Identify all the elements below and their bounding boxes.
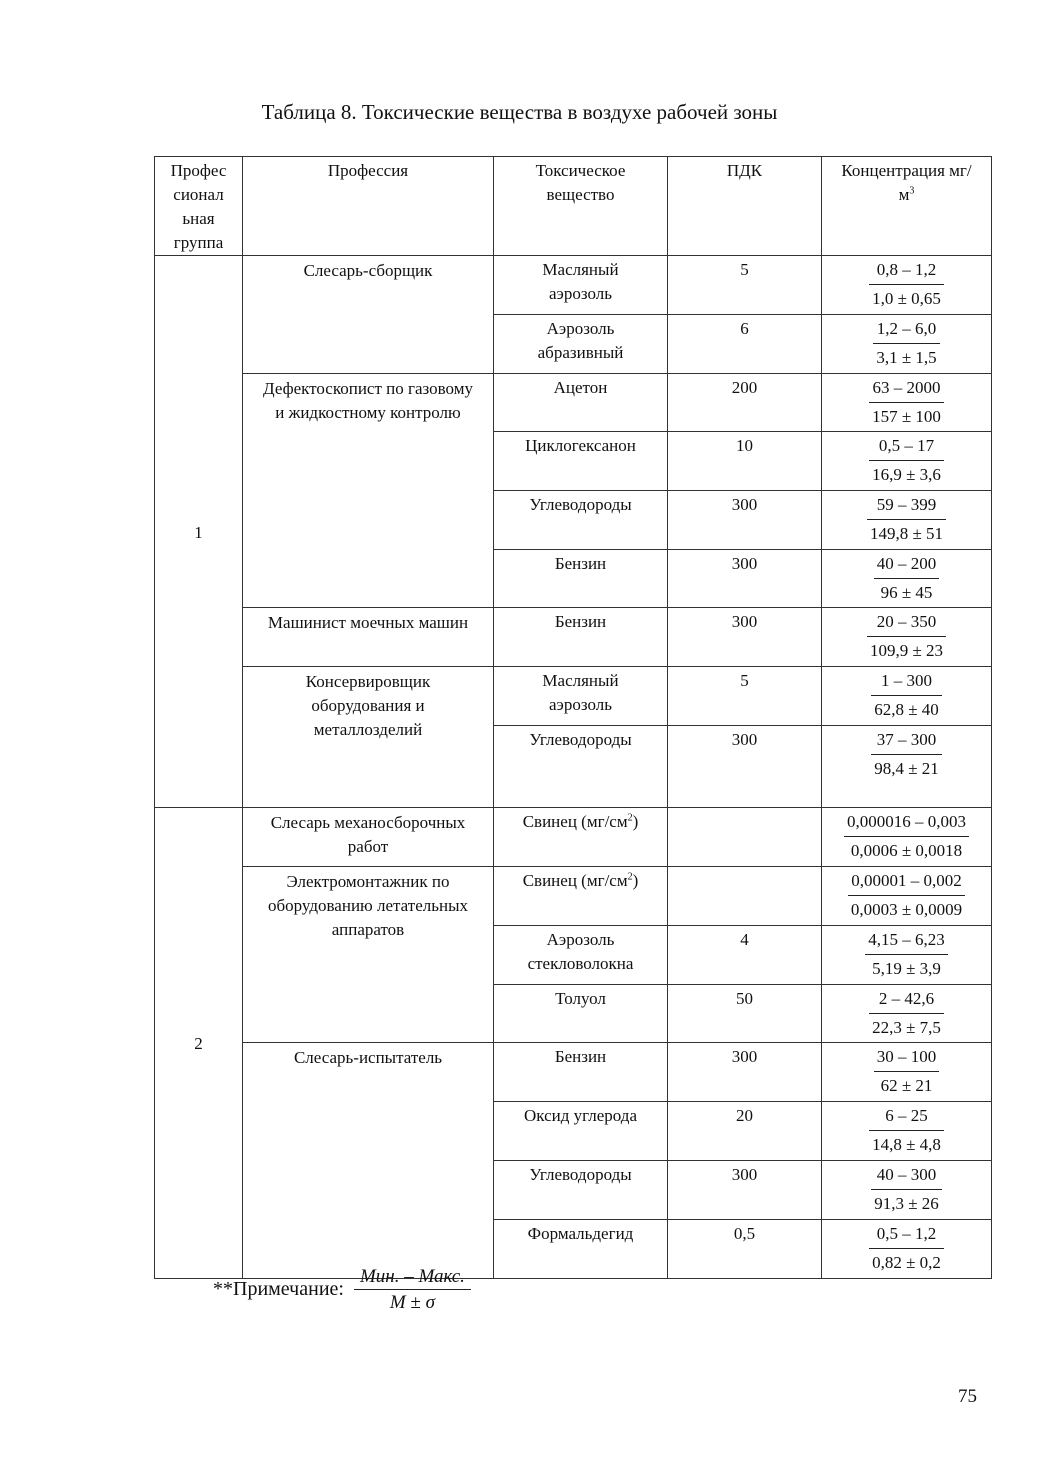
header-concentration (822, 157, 992, 256)
table-title: Таблица 8. Токсические вещества в воздухе рабочей зоны (261, 100, 778, 124)
concentration-cell (822, 1161, 992, 1220)
substance-text: Углеводороды (529, 730, 632, 749)
concentration-range: 40 – 200 (874, 550, 940, 579)
concentration-range: 63 – 2000 (869, 374, 944, 403)
concentration-range: 0,00001 – 0,002 (848, 867, 965, 896)
concentration-range: 0,000016 – 0,003 (844, 808, 969, 837)
concentration-range: 0,5 – 17 (869, 432, 944, 461)
pdk-cell: 200 (668, 374, 822, 432)
pdk-cell: 20 (668, 1102, 822, 1161)
concentration-mean: 62,8 ± 40 (874, 700, 939, 719)
substance-text: Бензин (554, 1047, 607, 1066)
note (213, 1264, 471, 1315)
substance-cell (494, 867, 668, 926)
concentration-mean: 0,0003 ± 0,0009 (850, 900, 963, 919)
concentration-fraction (848, 867, 965, 924)
pdk-cell: 50 (668, 985, 822, 1043)
pdk-cell: 10 (668, 432, 822, 491)
concentration-mean: 1,0 ± 0,65 (872, 289, 941, 308)
profession-cell: Слесарь-сборщик (243, 256, 494, 374)
substance-text: Аэрозоль абразивный (537, 319, 624, 362)
concentration-mean: 62 ± 21 (880, 1076, 933, 1095)
page-number: 75 (958, 1386, 977, 1407)
concentration-mean: 149,8 ± 51 (869, 524, 944, 543)
concentration-cell (822, 1220, 992, 1279)
profession-cell: Дефектоскопист по газовому и жидкостному контролю (243, 374, 494, 608)
pdk-cell: 300 (668, 726, 822, 808)
concentration-cell (822, 1102, 992, 1161)
substance-unit-sup: 2 (627, 812, 633, 824)
concentration-range: 4,15 – 6,23 (865, 926, 948, 955)
concentration-cell (822, 1043, 992, 1102)
substance-cell (494, 926, 668, 985)
concentration-cell (822, 608, 992, 667)
header-concentration-text: Концентрация мг/м (841, 161, 972, 204)
concentration-fraction (871, 1161, 942, 1218)
concentration-cell (822, 726, 992, 808)
concentration-range: 1,2 – 6,0 (873, 315, 939, 344)
substance-cell (494, 256, 668, 315)
substance-unit-tail: ) (632, 812, 639, 831)
pdk-cell: 5 (668, 667, 822, 726)
pdk-cell: 5 (668, 256, 822, 315)
substance-text: Масляный аэрозоль (542, 671, 619, 714)
substance-text: Масляный аэрозоль (542, 260, 619, 303)
concentration-fraction (867, 608, 946, 665)
concentration-mean: 0,0006 ± 0,0018 (850, 841, 963, 860)
concentration-mean: 5,19 ± 3,9 (872, 959, 941, 978)
group-number-cell: 2 (155, 808, 243, 1279)
concentration-fraction (869, 432, 944, 489)
concentration-cell (822, 491, 992, 550)
substance-text: Углеводороды (529, 495, 632, 514)
header-concentration-sup: 3 (909, 185, 915, 197)
concentration-mean: 91,3 ± 26 (874, 1194, 939, 1213)
substance-text: Циклогексанон (525, 436, 636, 455)
note-denominator: M ± σ (389, 1292, 435, 1313)
pdk-cell (668, 867, 822, 926)
concentration-mean: 96 ± 45 (880, 583, 933, 602)
concentration-cell (822, 256, 992, 315)
toxic-substances-table (154, 156, 992, 1279)
header-substance (494, 157, 668, 256)
header-group (155, 157, 243, 256)
pdk-cell (668, 808, 822, 867)
group-number-cell: 1 (155, 256, 243, 808)
concentration-cell (822, 808, 992, 867)
pdk-cell: 300 (668, 491, 822, 550)
table-row (155, 867, 992, 926)
concentration-fraction (869, 985, 944, 1042)
pdk-cell: 300 (668, 608, 822, 667)
substance-cell (494, 1043, 668, 1102)
substance-cell (494, 432, 668, 491)
concentration-range: 2 – 42,6 (869, 985, 944, 1014)
pdk-cell: 300 (668, 1043, 822, 1102)
pdk-cell: 300 (668, 1161, 822, 1220)
substance-cell (494, 1220, 668, 1279)
concentration-cell (822, 432, 992, 491)
concentration-fraction (874, 1043, 940, 1100)
substance-text: Аэрозоль стекловолокна (527, 930, 634, 973)
table-row (155, 608, 992, 667)
substance-text: Формальдегид (527, 1224, 634, 1243)
concentration-mean: 98,4 ± 21 (874, 759, 939, 778)
substance-cell (494, 985, 668, 1043)
substance-text: Свинец (мг/см (522, 812, 628, 831)
substance-text: Свинец (мг/см (522, 871, 628, 890)
substance-cell (494, 491, 668, 550)
substance-cell (494, 1161, 668, 1220)
table-row (155, 1043, 992, 1102)
substance-unit-tail: ) (632, 871, 639, 890)
profession-cell: Электромонтажник по оборудованию летательных аппаратов (243, 867, 494, 1043)
concentration-range: 59 – 399 (867, 491, 946, 520)
concentration-range: 0,8 – 1,2 (869, 256, 944, 285)
substance-cell (494, 550, 668, 608)
substance-cell (494, 667, 668, 726)
pdk-cell: 6 (668, 315, 822, 374)
note-label: **Примечание: (213, 1278, 344, 1300)
concentration-range: 1 – 300 (871, 667, 942, 696)
concentration-mean: 14,8 ± 4,8 (872, 1135, 941, 1154)
substance-cell (494, 1102, 668, 1161)
substance-cell (494, 315, 668, 374)
substance-text: Бензин (554, 612, 607, 631)
concentration-range: 6 – 25 (869, 1102, 944, 1131)
concentration-cell (822, 374, 992, 432)
concentration-mean: 22,3 ± 7,5 (872, 1018, 941, 1037)
concentration-fraction (874, 550, 940, 607)
table-row (155, 808, 992, 867)
concentration-fraction (869, 1220, 944, 1277)
concentration-range: 0,5 – 1,2 (869, 1220, 944, 1249)
header-substance-text: Токсическое вещество (535, 161, 626, 204)
concentration-range: 40 – 300 (871, 1161, 942, 1190)
concentration-cell (822, 315, 992, 374)
substance-cell (494, 608, 668, 667)
concentration-fraction (869, 374, 944, 431)
concentration-fraction (873, 315, 939, 372)
substance-text: Углеводороды (529, 1165, 632, 1184)
note-numerator: Мин. – Макс. (354, 1264, 471, 1290)
table-row (155, 374, 992, 432)
concentration-range: 20 – 350 (867, 608, 946, 637)
pdk-cell: 0,5 (668, 1220, 822, 1279)
substance-unit-sup: 2 (627, 871, 633, 883)
substance-text: Толуол (555, 989, 606, 1008)
note-formula (354, 1264, 471, 1315)
concentration-cell (822, 985, 992, 1043)
concentration-cell (822, 550, 992, 608)
header-pdk: ПДК (668, 157, 822, 256)
concentration-mean: 16,9 ± 3,6 (872, 465, 941, 484)
profession-cell: Машинист моечных машин (243, 608, 494, 667)
concentration-fraction (869, 1102, 944, 1159)
substance-cell (494, 726, 668, 808)
concentration-fraction (871, 667, 942, 724)
pdk-cell: 300 (668, 550, 822, 608)
table-body (155, 256, 992, 1279)
concentration-cell (822, 926, 992, 985)
concentration-range: 30 – 100 (874, 1043, 940, 1072)
substance-text: Оксид углерода (524, 1106, 637, 1125)
concentration-fraction (867, 491, 946, 548)
profession-cell: Слесарь механосборочных работ (243, 808, 494, 867)
profession-cell: Слесарь-испытатель (243, 1043, 494, 1279)
header-profession: Профессия (243, 157, 494, 256)
concentration-mean: 0,82 ± 0,2 (872, 1253, 941, 1272)
table-row (155, 667, 992, 726)
concentration-fraction (844, 808, 969, 865)
concentration-fraction (871, 726, 942, 783)
substance-cell (494, 808, 668, 867)
pdk-cell: 4 (668, 926, 822, 985)
concentration-fraction (869, 256, 944, 313)
concentration-mean: 3,1 ± 1,5 (876, 348, 937, 367)
substance-cell (494, 374, 668, 432)
header-group-text: Профес сионал ьная группа (170, 161, 227, 252)
concentration-range: 37 – 300 (871, 726, 942, 755)
concentration-cell (822, 867, 992, 926)
concentration-mean: 109,9 ± 23 (869, 641, 944, 660)
concentration-mean: 157 ± 100 (872, 407, 941, 426)
concentration-fraction (865, 926, 948, 983)
substance-text: Ацетон (553, 378, 608, 397)
table-row (155, 256, 992, 315)
substance-text: Бензин (554, 554, 607, 573)
concentration-cell (822, 667, 992, 726)
profession-cell: Консервировщик оборудования и металлозделий (243, 667, 494, 808)
